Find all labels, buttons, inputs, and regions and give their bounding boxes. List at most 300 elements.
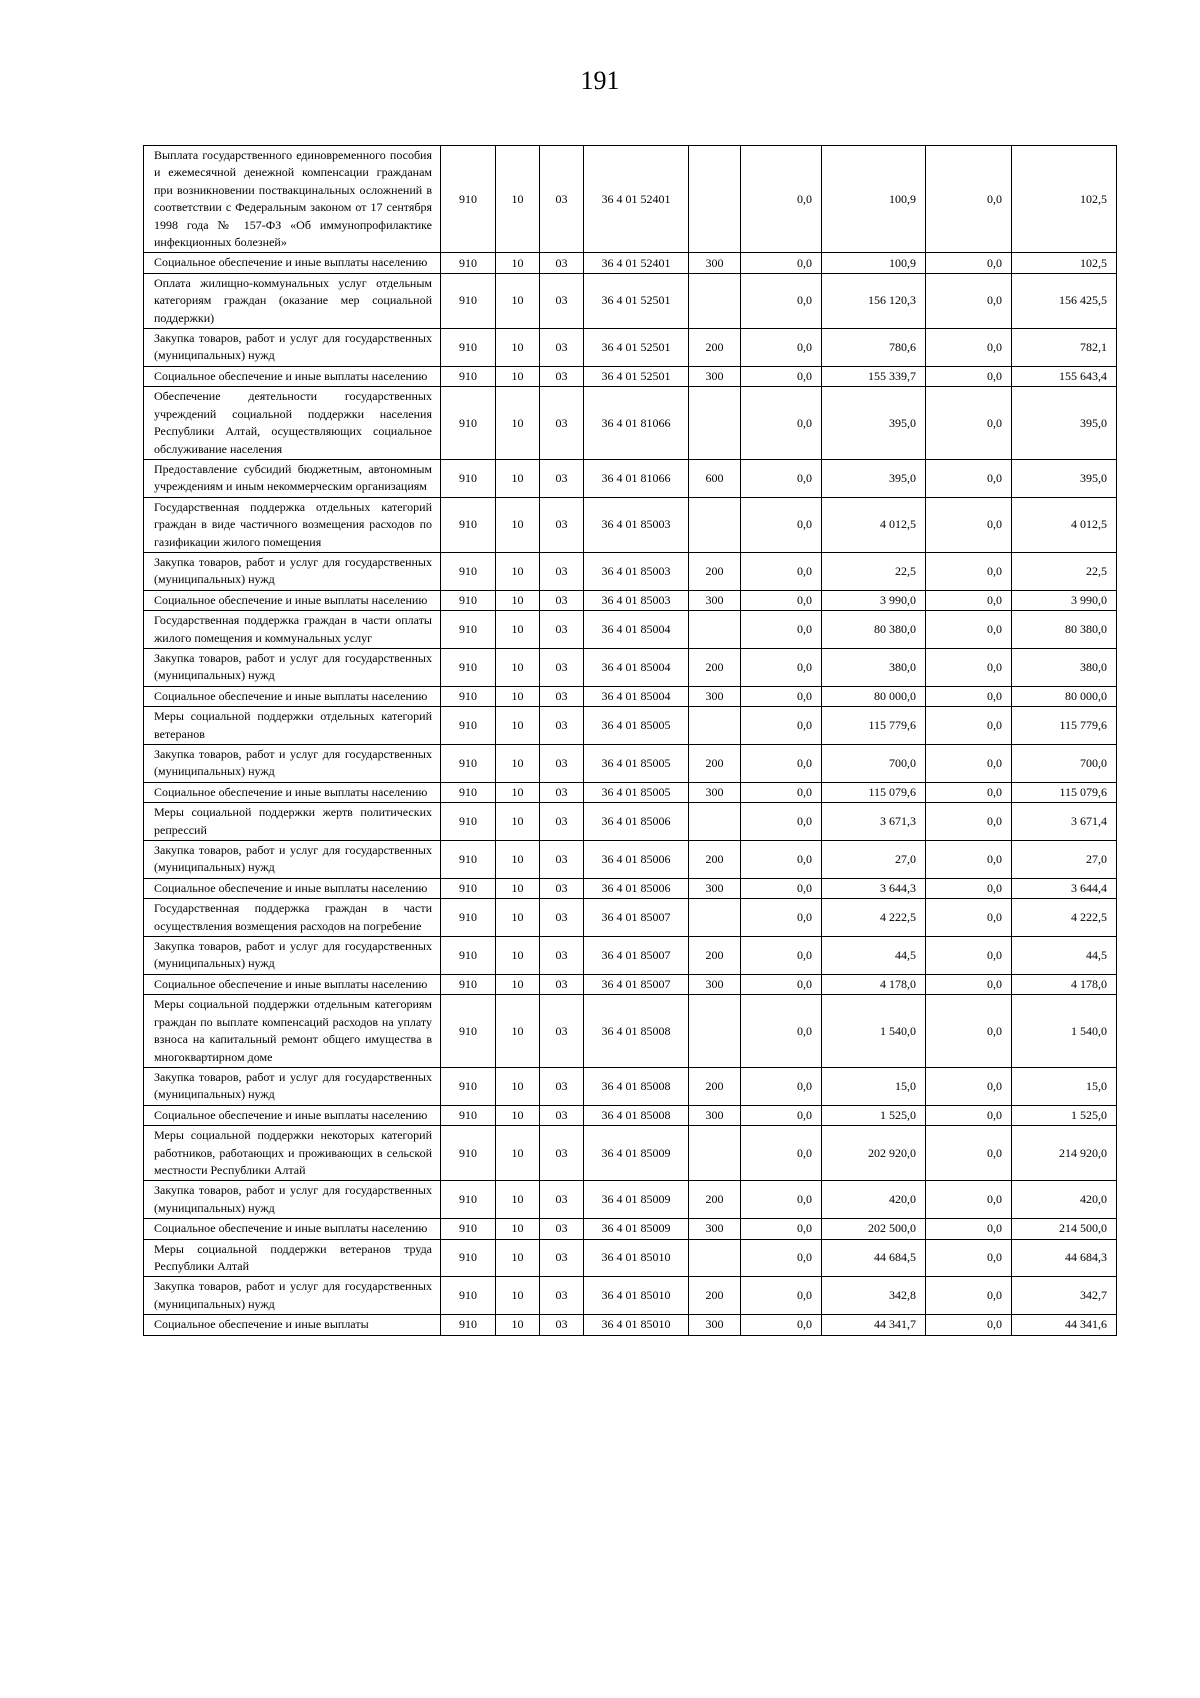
cell-gr-code: 910 (441, 590, 496, 610)
cell-section-code: 10 (496, 974, 540, 994)
cell-target-article: 36 4 01 52501 (584, 273, 689, 328)
cell-gr-code: 910 (441, 841, 496, 879)
page-number: 191 (580, 66, 620, 95)
cell-subsection-code: 03 (540, 937, 584, 975)
cell-target-article: 36 4 01 85008 (584, 1067, 689, 1105)
cell-subsection-code: 03 (540, 1219, 584, 1239)
cell-value-2: 22,5 (822, 552, 926, 590)
cell-value-2: 44,5 (822, 937, 926, 975)
cell-name: Социальное обеспечение и иные выплаты населению (144, 590, 441, 610)
cell-value-4: 80 000,0 (1012, 686, 1117, 706)
cell-value-4: 3 644,4 (1012, 878, 1117, 898)
cell-subsection-code: 03 (540, 366, 584, 386)
cell-value-1: 0,0 (741, 995, 822, 1068)
cell-expense-type (689, 899, 741, 937)
cell-value-3: 0,0 (926, 782, 1012, 802)
cell-section-code: 10 (496, 459, 540, 497)
cell-subsection-code: 03 (540, 1181, 584, 1219)
cell-target-article: 36 4 01 52501 (584, 366, 689, 386)
cell-target-article: 36 4 01 85008 (584, 995, 689, 1068)
cell-gr-code: 910 (441, 366, 496, 386)
cell-section-code: 10 (496, 253, 540, 273)
cell-value-3: 0,0 (926, 590, 1012, 610)
cell-value-4: 1 525,0 (1012, 1105, 1117, 1125)
cell-subsection-code: 03 (540, 686, 584, 706)
cell-value-2: 202 920,0 (822, 1126, 926, 1181)
cell-section-code: 10 (496, 648, 540, 686)
cell-value-1: 0,0 (741, 459, 822, 497)
cell-expense-type: 300 (689, 974, 741, 994)
cell-expense-type: 300 (689, 782, 741, 802)
cell-name: Оплата жилищно-коммунальных услуг отдельным категориям граждан (оказание мер социальной поддержки) (144, 273, 441, 328)
cell-value-4: 214 500,0 (1012, 1219, 1117, 1239)
cell-value-1: 0,0 (741, 552, 822, 590)
cell-subsection-code: 03 (540, 1126, 584, 1181)
cell-value-1: 0,0 (741, 1105, 822, 1125)
cell-value-2: 1 525,0 (822, 1105, 926, 1125)
cell-expense-type (689, 1126, 741, 1181)
cell-value-4: 27,0 (1012, 841, 1117, 879)
table-row (144, 329, 1117, 367)
cell-target-article: 36 4 01 85006 (584, 878, 689, 898)
cell-name: Социальное обеспечение и иные выплаты населению (144, 366, 441, 386)
cell-section-code: 10 (496, 1105, 540, 1125)
cell-value-3: 0,0 (926, 745, 1012, 783)
cell-target-article: 36 4 01 85006 (584, 841, 689, 879)
table-row (144, 1105, 1117, 1125)
cell-value-2: 700,0 (822, 745, 926, 783)
cell-subsection-code: 03 (540, 590, 584, 610)
cell-value-2: 395,0 (822, 459, 926, 497)
cell-gr-code: 910 (441, 1239, 496, 1277)
cell-expense-type: 300 (689, 1105, 741, 1125)
cell-expense-type: 300 (689, 253, 741, 273)
cell-expense-type: 300 (689, 366, 741, 386)
cell-value-4: 4 178,0 (1012, 974, 1117, 994)
cell-gr-code: 910 (441, 707, 496, 745)
cell-section-code: 10 (496, 1219, 540, 1239)
cell-name: Меры социальной поддержки отдельным категориям граждан по выплате компенсаций расходов на уплату взноса на капитальный ремонт общего имущества в многоквартирном доме (144, 995, 441, 1068)
cell-name: Закупка товаров, работ и услуг для государственных (муниципальных) нужд (144, 1067, 441, 1105)
cell-target-article: 36 4 01 85007 (584, 974, 689, 994)
cell-section-code: 10 (496, 273, 540, 328)
table-row (144, 590, 1117, 610)
cell-value-2: 4 012,5 (822, 497, 926, 552)
cell-subsection-code: 03 (540, 841, 584, 879)
cell-value-3: 0,0 (926, 841, 1012, 879)
cell-target-article: 36 4 01 85006 (584, 803, 689, 841)
cell-value-3: 0,0 (926, 497, 1012, 552)
cell-value-3: 0,0 (926, 878, 1012, 898)
cell-subsection-code: 03 (540, 803, 584, 841)
cell-expense-type: 200 (689, 648, 741, 686)
cell-value-2: 420,0 (822, 1181, 926, 1219)
cell-name: Закупка товаров, работ и услуг для государственных (муниципальных) нужд (144, 841, 441, 879)
cell-target-article: 36 4 01 85009 (584, 1181, 689, 1219)
cell-gr-code: 910 (441, 1315, 496, 1335)
table-row (144, 745, 1117, 783)
cell-value-3: 0,0 (926, 1126, 1012, 1181)
cell-section-code: 10 (496, 782, 540, 802)
cell-value-3: 0,0 (926, 273, 1012, 328)
cell-value-2: 155 339,7 (822, 366, 926, 386)
cell-name: Закупка товаров, работ и услуг для государственных (муниципальных) нужд (144, 745, 441, 783)
table-row (144, 1067, 1117, 1105)
cell-value-3: 0,0 (926, 1239, 1012, 1277)
cell-name: Меры социальной поддержки некоторых категорий работников, работающих и проживающих в сельской местности Республики Алтай (144, 1126, 441, 1181)
table-row (144, 899, 1117, 937)
cell-section-code: 10 (496, 366, 540, 386)
cell-gr-code: 910 (441, 459, 496, 497)
cell-value-4: 395,0 (1012, 387, 1117, 460)
cell-name: Социальное обеспечение и иные выплаты населению (144, 878, 441, 898)
cell-value-1: 0,0 (741, 253, 822, 273)
cell-section-code: 10 (496, 841, 540, 879)
cell-value-4: 782,1 (1012, 329, 1117, 367)
cell-value-1: 0,0 (741, 878, 822, 898)
cell-gr-code: 910 (441, 1067, 496, 1105)
cell-value-4: 115 079,6 (1012, 782, 1117, 802)
cell-value-2: 3 990,0 (822, 590, 926, 610)
cell-name: Закупка товаров, работ и услуг для государственных (муниципальных) нужд (144, 329, 441, 367)
cell-value-1: 0,0 (741, 707, 822, 745)
cell-value-4: 15,0 (1012, 1067, 1117, 1105)
cell-value-1: 0,0 (741, 782, 822, 802)
cell-target-article: 36 4 01 85009 (584, 1219, 689, 1239)
cell-subsection-code: 03 (540, 552, 584, 590)
cell-gr-code: 910 (441, 803, 496, 841)
cell-value-1: 0,0 (741, 387, 822, 460)
table-row (144, 497, 1117, 552)
table-row (144, 995, 1117, 1068)
cell-value-3: 0,0 (926, 937, 1012, 975)
table-row (144, 552, 1117, 590)
cell-section-code: 10 (496, 590, 540, 610)
cell-subsection-code: 03 (540, 745, 584, 783)
cell-gr-code: 910 (441, 1181, 496, 1219)
table-body (144, 146, 1117, 1336)
cell-value-1: 0,0 (741, 1239, 822, 1277)
cell-value-4: 380,0 (1012, 648, 1117, 686)
table-row (144, 273, 1117, 328)
cell-section-code: 10 (496, 803, 540, 841)
cell-value-2: 15,0 (822, 1067, 926, 1105)
cell-expense-type (689, 1239, 741, 1277)
cell-expense-type (689, 707, 741, 745)
cell-gr-code: 910 (441, 937, 496, 975)
cell-target-article: 36 4 01 85004 (584, 648, 689, 686)
table-row (144, 1219, 1117, 1239)
cell-value-4: 395,0 (1012, 459, 1117, 497)
cell-value-3: 0,0 (926, 995, 1012, 1068)
cell-value-4: 80 380,0 (1012, 611, 1117, 649)
cell-target-article: 36 4 01 81066 (584, 459, 689, 497)
cell-gr-code: 910 (441, 611, 496, 649)
table-row (144, 707, 1117, 745)
cell-value-3: 0,0 (926, 1219, 1012, 1239)
cell-name: Социальное обеспечение и иные выплаты населению (144, 1219, 441, 1239)
cell-value-3: 0,0 (926, 707, 1012, 745)
cell-subsection-code: 03 (540, 974, 584, 994)
cell-target-article: 36 4 01 85003 (584, 590, 689, 610)
cell-gr-code: 910 (441, 146, 496, 253)
cell-value-1: 0,0 (741, 611, 822, 649)
cell-gr-code: 910 (441, 1277, 496, 1315)
cell-name: Социальное обеспечение и иные выплаты населению (144, 782, 441, 802)
cell-value-4: 156 425,5 (1012, 273, 1117, 328)
cell-subsection-code: 03 (540, 782, 584, 802)
cell-target-article: 36 4 01 81066 (584, 387, 689, 460)
cell-expense-type: 300 (689, 1219, 741, 1239)
cell-value-4: 214 920,0 (1012, 1126, 1117, 1181)
cell-subsection-code: 03 (540, 1067, 584, 1105)
cell-gr-code: 910 (441, 329, 496, 367)
cell-gr-code: 910 (441, 1219, 496, 1239)
cell-gr-code: 910 (441, 497, 496, 552)
cell-value-1: 0,0 (741, 273, 822, 328)
cell-name: Предоставление субсидий бюджетным, автономным учреждениям и иным некоммерческим организациям (144, 459, 441, 497)
cell-expense-type: 200 (689, 329, 741, 367)
cell-name: Закупка товаров, работ и услуг для государственных (муниципальных) нужд (144, 937, 441, 975)
cell-section-code: 10 (496, 1315, 540, 1335)
cell-value-2: 115 079,6 (822, 782, 926, 802)
cell-value-1: 0,0 (741, 745, 822, 783)
cell-value-1: 0,0 (741, 1277, 822, 1315)
cell-value-1: 0,0 (741, 146, 822, 253)
cell-section-code: 10 (496, 611, 540, 649)
cell-value-3: 0,0 (926, 253, 1012, 273)
cell-name: Закупка товаров, работ и услуг для государственных (муниципальных) нужд (144, 1277, 441, 1315)
cell-value-2: 380,0 (822, 648, 926, 686)
cell-expense-type: 200 (689, 552, 741, 590)
cell-section-code: 10 (496, 995, 540, 1068)
cell-value-4: 155 643,4 (1012, 366, 1117, 386)
budget-table (143, 145, 1117, 1336)
cell-value-3: 0,0 (926, 1105, 1012, 1125)
cell-value-1: 0,0 (741, 497, 822, 552)
cell-expense-type: 200 (689, 841, 741, 879)
cell-subsection-code: 03 (540, 1277, 584, 1315)
table-row (144, 974, 1117, 994)
cell-value-1: 0,0 (741, 899, 822, 937)
table-row (144, 841, 1117, 879)
cell-value-3: 0,0 (926, 803, 1012, 841)
cell-subsection-code: 03 (540, 648, 584, 686)
cell-value-1: 0,0 (741, 1315, 822, 1335)
cell-value-3: 0,0 (926, 1181, 1012, 1219)
table-row (144, 1239, 1117, 1277)
table-row (144, 782, 1117, 802)
cell-value-2: 3 644,3 (822, 878, 926, 898)
cell-value-4: 44 341,6 (1012, 1315, 1117, 1335)
table-row (144, 146, 1117, 253)
cell-value-2: 395,0 (822, 387, 926, 460)
cell-name: Социальное обеспечение и иные выплаты населению (144, 253, 441, 273)
cell-subsection-code: 03 (540, 707, 584, 745)
table-row (144, 1181, 1117, 1219)
cell-target-article: 36 4 01 85007 (584, 899, 689, 937)
cell-value-2: 780,6 (822, 329, 926, 367)
cell-name: Меры социальной поддержки жертв политических репрессий (144, 803, 441, 841)
cell-gr-code: 910 (441, 899, 496, 937)
cell-target-article: 36 4 01 85005 (584, 782, 689, 802)
cell-section-code: 10 (496, 937, 540, 975)
cell-value-3: 0,0 (926, 974, 1012, 994)
cell-expense-type (689, 803, 741, 841)
cell-gr-code: 910 (441, 552, 496, 590)
cell-value-2: 4 222,5 (822, 899, 926, 937)
cell-subsection-code: 03 (540, 611, 584, 649)
cell-value-1: 0,0 (741, 803, 822, 841)
cell-name: Выплата государственного единовременного пособия и ежемесячной денежной компенсации гражданам при возникновении поствакцинальных осложнений в соответствии с Федеральным законом от 17 сентября 1998 года № 157-ФЗ «Об иммунопрофилактике инфекционных болезней» (144, 146, 441, 253)
cell-value-1: 0,0 (741, 590, 822, 610)
cell-value-4: 3 671,4 (1012, 803, 1117, 841)
cell-section-code: 10 (496, 1239, 540, 1277)
cell-value-1: 0,0 (741, 686, 822, 706)
cell-expense-type: 200 (689, 1277, 741, 1315)
cell-value-3: 0,0 (926, 387, 1012, 460)
cell-name: Обеспечение деятельности государственных учреждений социальной поддержки населения Республики Алтай, осуществляющих социальное обслуживание населения (144, 387, 441, 460)
cell-subsection-code: 03 (540, 459, 584, 497)
cell-value-3: 0,0 (926, 648, 1012, 686)
cell-value-4: 1 540,0 (1012, 995, 1117, 1068)
cell-subsection-code: 03 (540, 1239, 584, 1277)
cell-section-code: 10 (496, 745, 540, 783)
cell-gr-code: 910 (441, 745, 496, 783)
cell-value-4: 102,5 (1012, 146, 1117, 253)
cell-gr-code: 910 (441, 974, 496, 994)
cell-target-article: 36 4 01 85003 (584, 552, 689, 590)
table-row (144, 803, 1117, 841)
cell-target-article: 36 4 01 85005 (584, 745, 689, 783)
table-row (144, 1277, 1117, 1315)
cell-target-article: 36 4 01 52501 (584, 329, 689, 367)
cell-subsection-code: 03 (540, 1315, 584, 1335)
cell-name: Государственная поддержка отдельных категорий граждан в виде частичного возмещения расходов по газификации жилого помещения (144, 497, 441, 552)
cell-expense-type (689, 146, 741, 253)
cell-section-code: 10 (496, 1181, 540, 1219)
cell-value-4: 4 222,5 (1012, 899, 1117, 937)
cell-value-1: 0,0 (741, 974, 822, 994)
cell-target-article: 36 4 01 85009 (584, 1126, 689, 1181)
cell-value-4: 342,7 (1012, 1277, 1117, 1315)
cell-gr-code: 910 (441, 253, 496, 273)
cell-target-article: 36 4 01 85004 (584, 611, 689, 649)
table-row (144, 1126, 1117, 1181)
cell-target-article: 36 4 01 85004 (584, 686, 689, 706)
cell-section-code: 10 (496, 552, 540, 590)
cell-value-1: 0,0 (741, 1126, 822, 1181)
cell-value-3: 0,0 (926, 146, 1012, 253)
table-row (144, 387, 1117, 460)
cell-value-2: 100,9 (822, 253, 926, 273)
cell-gr-code: 910 (441, 1126, 496, 1181)
cell-expense-type (689, 273, 741, 328)
cell-value-3: 0,0 (926, 459, 1012, 497)
cell-subsection-code: 03 (540, 329, 584, 367)
cell-value-2: 44 684,5 (822, 1239, 926, 1277)
cell-value-4: 420,0 (1012, 1181, 1117, 1219)
cell-value-3: 0,0 (926, 611, 1012, 649)
cell-section-code: 10 (496, 686, 540, 706)
cell-subsection-code: 03 (540, 995, 584, 1068)
cell-target-article: 36 4 01 85003 (584, 497, 689, 552)
cell-value-4: 3 990,0 (1012, 590, 1117, 610)
cell-section-code: 10 (496, 146, 540, 253)
cell-name: Закупка товаров, работ и услуг для государственных (муниципальных) нужд (144, 648, 441, 686)
cell-expense-type: 300 (689, 686, 741, 706)
cell-value-4: 102,5 (1012, 253, 1117, 273)
cell-value-2: 202 500,0 (822, 1219, 926, 1239)
cell-value-2: 115 779,6 (822, 707, 926, 745)
cell-section-code: 10 (496, 1067, 540, 1105)
cell-expense-type: 200 (689, 1181, 741, 1219)
cell-expense-type (689, 387, 741, 460)
cell-target-article: 36 4 01 52401 (584, 253, 689, 273)
cell-expense-type: 300 (689, 1315, 741, 1335)
cell-section-code: 10 (496, 899, 540, 937)
cell-expense-type: 300 (689, 590, 741, 610)
cell-expense-type: 200 (689, 745, 741, 783)
cell-value-4: 4 012,5 (1012, 497, 1117, 552)
cell-value-2: 156 120,3 (822, 273, 926, 328)
cell-name: Меры социальной поддержки отдельных категорий ветеранов (144, 707, 441, 745)
cell-target-article: 36 4 01 52401 (584, 146, 689, 253)
cell-value-1: 0,0 (741, 329, 822, 367)
cell-expense-type (689, 611, 741, 649)
cell-value-2: 1 540,0 (822, 995, 926, 1068)
cell-value-4: 44,5 (1012, 937, 1117, 975)
cell-section-code: 10 (496, 878, 540, 898)
cell-subsection-code: 03 (540, 387, 584, 460)
cell-target-article: 36 4 01 85005 (584, 707, 689, 745)
table-row (144, 937, 1117, 975)
cell-value-1: 0,0 (741, 1181, 822, 1219)
table-row (144, 686, 1117, 706)
cell-value-2: 44 341,7 (822, 1315, 926, 1335)
cell-gr-code: 910 (441, 387, 496, 460)
cell-name: Социальное обеспечение и иные выплаты (144, 1315, 441, 1335)
cell-subsection-code: 03 (540, 253, 584, 273)
cell-gr-code: 910 (441, 1105, 496, 1125)
cell-name: Государственная поддержка граждан в части оплаты жилого помещения и коммунальных услуг (144, 611, 441, 649)
cell-name: Социальное обеспечение и иные выплаты населению (144, 686, 441, 706)
cell-target-article: 36 4 01 85010 (584, 1277, 689, 1315)
cell-subsection-code: 03 (540, 146, 584, 253)
cell-value-2: 3 671,3 (822, 803, 926, 841)
cell-value-3: 0,0 (926, 686, 1012, 706)
table-row (144, 253, 1117, 273)
cell-gr-code: 910 (441, 878, 496, 898)
cell-value-2: 342,8 (822, 1277, 926, 1315)
cell-value-2: 100,9 (822, 146, 926, 253)
cell-value-3: 0,0 (926, 329, 1012, 367)
cell-section-code: 10 (496, 329, 540, 367)
cell-value-2: 4 178,0 (822, 974, 926, 994)
table-row (144, 648, 1117, 686)
cell-expense-type: 200 (689, 1067, 741, 1105)
cell-value-1: 0,0 (741, 937, 822, 975)
cell-section-code: 10 (496, 707, 540, 745)
cell-value-3: 0,0 (926, 899, 1012, 937)
cell-subsection-code: 03 (540, 1105, 584, 1125)
table-row (144, 1315, 1117, 1335)
cell-name: Социальное обеспечение и иные выплаты населению (144, 1105, 441, 1125)
cell-value-2: 27,0 (822, 841, 926, 879)
cell-value-2: 80 000,0 (822, 686, 926, 706)
cell-expense-type (689, 497, 741, 552)
cell-target-article: 36 4 01 85007 (584, 937, 689, 975)
